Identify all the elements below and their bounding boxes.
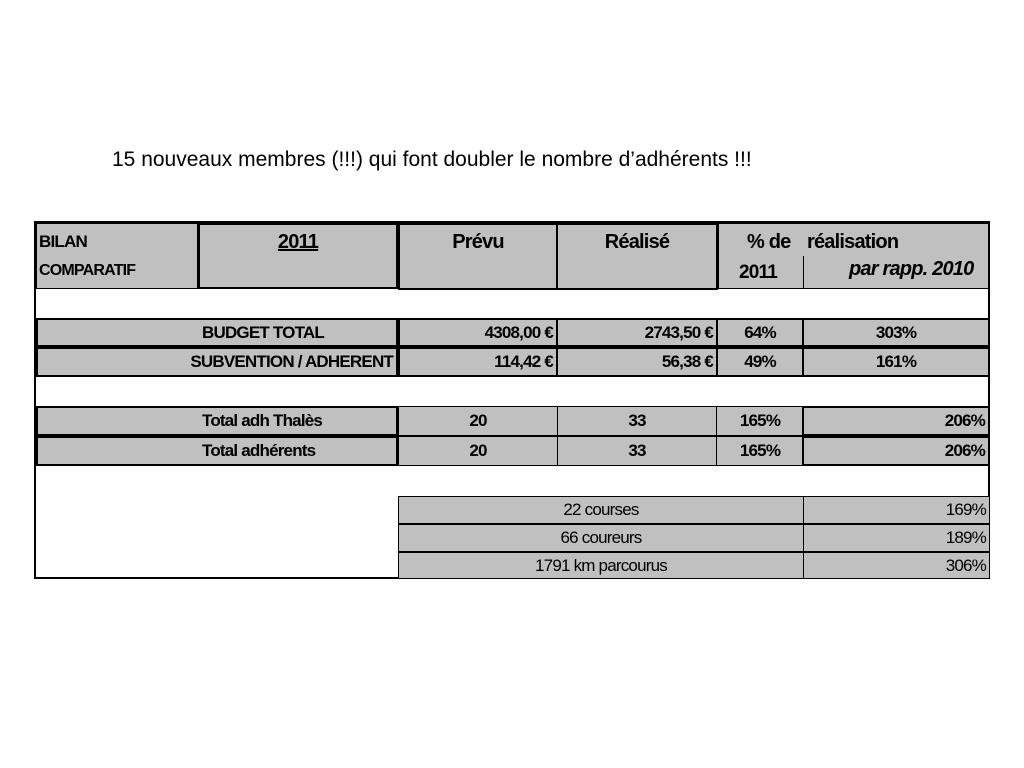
- member-row-1-realise-cell: [557, 406, 717, 436]
- stats-row-3-count: 1791: [535, 555, 570, 575]
- member-row-1-pct2010-cell: [802, 406, 990, 436]
- budget-row-1-pct2011: 64%: [744, 322, 776, 342]
- header-divider: [803, 256, 804, 289]
- member-row-2-label-cell: [36, 436, 398, 466]
- stats-row-3-pct-cell: [803, 552, 990, 579]
- stats-row-1-count: 22: [563, 500, 581, 519]
- budget-row-2-pct2010-cell: [802, 347, 990, 377]
- stats-row-1-pct-cell: [803, 496, 990, 524]
- budget-row-1-pct2010: 303%: [875, 322, 917, 342]
- member-row-1-prevu: 20: [469, 411, 487, 430]
- member-row-2-label: Total adhérents: [202, 441, 316, 460]
- header-pct-de-label: % de: [747, 231, 791, 253]
- header-realise-cell: [556, 223, 718, 290]
- member-row-2-pct2010-cell: [802, 436, 990, 466]
- budget-row-2-prevu: 114,42 €: [494, 352, 553, 371]
- member-row-2-pct2010: 206%: [944, 441, 985, 460]
- header-prevu-cell: [398, 223, 558, 290]
- stats-row-2-count: 66: [560, 528, 578, 547]
- member-row-2-realise-cell: [557, 436, 717, 466]
- member-row-2-pct2011: 165%: [739, 441, 781, 460]
- stats-row-3-label: km parcourus: [573, 555, 667, 575]
- header-realisation-label: réalisation: [807, 231, 899, 253]
- budget-row-2-pct2010: 161%: [875, 352, 917, 371]
- budget-row-2-realise: 56,38 €: [661, 352, 713, 371]
- header-comparatif-label: COMPARATIF: [39, 262, 136, 279]
- header-prevu-label: Prévu: [452, 231, 504, 253]
- budget-row-2-prevu-cell: [398, 347, 558, 377]
- budget-row-2-pct2011: 49%: [744, 352, 776, 371]
- header-par-rapp-label: par rapp. 2010: [849, 258, 974, 280]
- member-row-2-prevu: 20: [469, 441, 487, 460]
- budget-row-2-pct2011-cell: [716, 347, 804, 377]
- member-row-1-label: Total adh Thalès: [202, 411, 323, 430]
- stats-row-2-label: coureurs: [581, 528, 642, 547]
- budget-row-1-pct2010-cell: [802, 318, 990, 347]
- stats-row-1-cell: [398, 496, 804, 524]
- member-row-1-realise: 33: [628, 411, 646, 430]
- budget-row-2-realise-cell: [556, 347, 718, 377]
- member-row-1-label-cell: [36, 406, 398, 436]
- page-headline: 15 nouveaux membres (!!!) qui font doubler le nombre d’adhérents !!!: [112, 148, 752, 171]
- stats-row-2-pct: 189%: [945, 528, 986, 547]
- stats-row-1-pct: 169%: [945, 500, 986, 519]
- budget-row-2-label-cell: [36, 347, 398, 377]
- stats-row-2-cell: [398, 524, 804, 552]
- budget-row-1-realise-cell: [556, 318, 718, 347]
- stats-row-2-pct-cell: [803, 524, 990, 552]
- header-bilan-label: BILAN: [39, 232, 87, 251]
- budget-row-1-prevu-cell: [398, 318, 558, 347]
- stats-row-3-pct: 306%: [945, 555, 986, 575]
- member-row-2-realise: 33: [628, 441, 646, 460]
- member-row-1-pct2010: 206%: [944, 411, 985, 430]
- stats-row-3-cell: [398, 552, 804, 579]
- budget-row-1-label-cell: [36, 318, 398, 347]
- budget-row-1-prevu: 4308,00 €: [484, 322, 553, 342]
- header-realisation-cell: [718, 223, 989, 289]
- member-row-2-prevu-cell: [398, 436, 558, 466]
- member-row-1-prevu-cell: [398, 406, 558, 436]
- stats-row-1-label: courses: [584, 500, 639, 519]
- header-bilan-cell: [36, 223, 198, 289]
- budget-row-1-pct2011-cell: [716, 318, 804, 347]
- header-realise-label: Réalisé: [604, 231, 670, 253]
- budget-row-1-label: BUDGET TOTAL: [202, 322, 324, 342]
- member-row-2-pct2011-cell: [716, 436, 804, 466]
- header-year-cell: [198, 223, 398, 289]
- header-year-label: 2011: [277, 231, 319, 253]
- member-row-1-pct2011: 165%: [739, 411, 781, 430]
- budget-row-1-realise: 2743,50 €: [644, 322, 713, 342]
- header-pct-year-label: 2011: [739, 262, 778, 283]
- member-row-1-pct2011-cell: [716, 406, 804, 436]
- budget-row-2-label: SUBVENTION / ADHERENT: [190, 352, 393, 371]
